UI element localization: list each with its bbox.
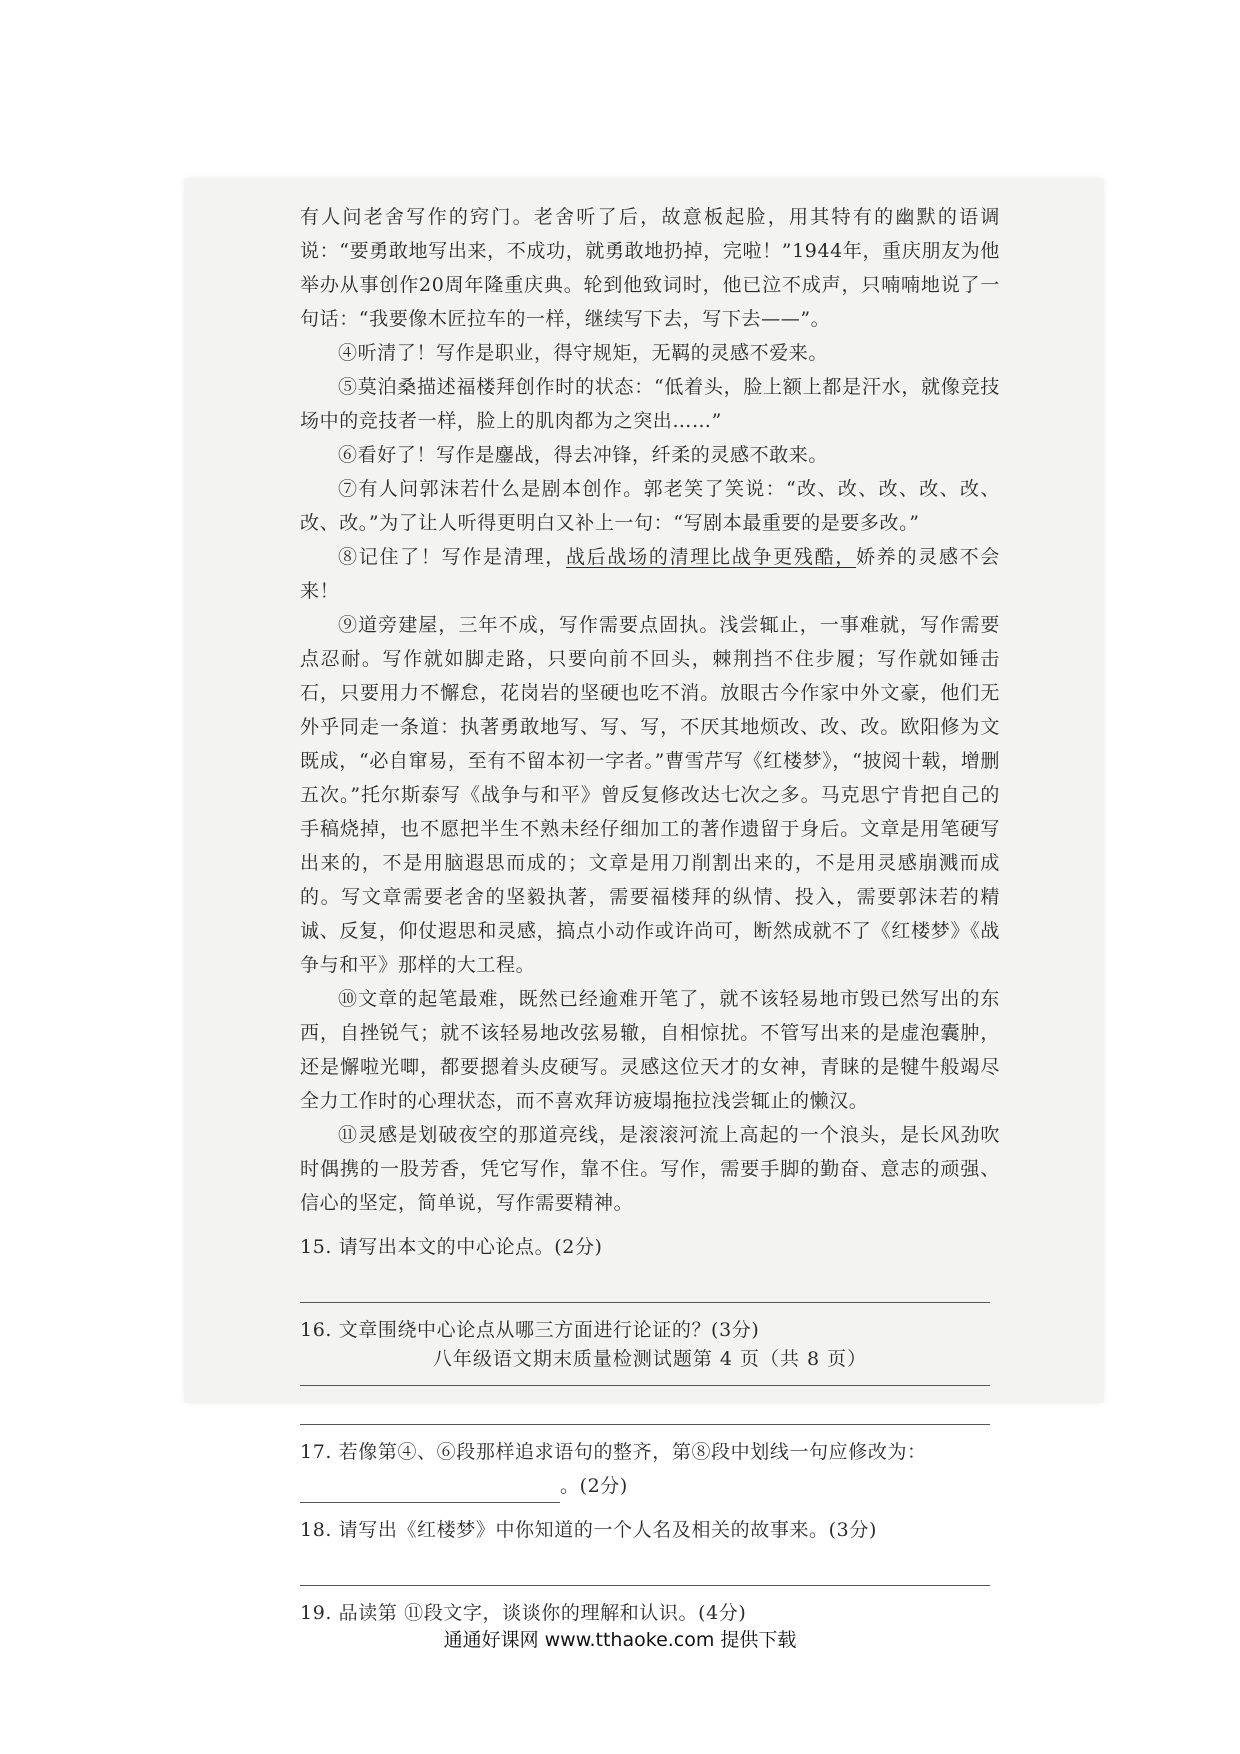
- question-19-text: 19. 品读第 ⑪段文字，谈谈你的理解和认识。(4分): [300, 1602, 747, 1624]
- paragraph-8-start: ⑧记住了！写作是清理，: [338, 546, 566, 568]
- question-17-text: 17. 若像第④、⑥段那样追求语句的整齐，第⑧段中划线一句应修改为：: [300, 1441, 927, 1463]
- paragraph-8-end: 娇养的灵感不会来！: [300, 546, 1000, 602]
- answer-line-18[interactable]: [300, 1547, 990, 1586]
- question-16-text: 16. 文章围绕中心论点从哪三方面进行论证的？(3分): [300, 1319, 760, 1341]
- download-watermark: 通通好课网 www.tthaoke.com 提供下载: [443, 1629, 797, 1651]
- paragraph-11: ⑪灵感是划破夜空的那道亮线，是滚滚河流上高起的一个浪头，是长风劲吹时偶携的一股芳香，凭它写作，靠不住。写作，需要手脚的勤奋、意志的顽强、信心的坚定，简单说，写作需要精神。: [300, 1124, 1000, 1214]
- question-17-answer: [300, 1469, 1000, 1503]
- paragraph-7: ⑦有人问郭沫若什么是剧本创作。郭老笑了笑说：“改、改、改、改、改、改、改。”为了让人听得更明白又补上一句：“写剧本最重要的是要多改。”: [300, 478, 1000, 534]
- question-17-score: 。(2分): [560, 1475, 628, 1497]
- answer-line-16b[interactable]: [300, 1386, 990, 1425]
- answer-line-15[interactable]: [300, 1264, 990, 1303]
- question-18-text: 18. 请写出《红楼梦》中你知道的一个人名及相关的故事来。(3分): [300, 1519, 877, 1541]
- underlined-sentence: 战后战场的清理比战争更残酷，: [565, 546, 857, 568]
- paragraph-intro: 有人问老舍写作的窍门。老舍听了后，故意板起脸，用其特有的幽默的语调说：“要勇敢地写出来，不成功，就勇敢地扔掉，完啦！”1944年，重庆朋友为他举办从事创作20周年隆重庆典。轮到他致词时，他已泣不成声，只喃喃地说了一句话：“我要像木匠拉车的一样，继续写下去，写下去——”。: [300, 206, 1000, 330]
- question-17: [300, 1435, 1000, 1503]
- question-18: [300, 1513, 1000, 1586]
- paragraph-10: ⑩文章的起笔最难，既然已经逾难开笔了，就不该轻易地市毁已然写出的东西，自挫锐气；就不该轻易地改弦易辙，自相惊扰。不管写出来的是虚泡囊肿，还是懈啦光唧，都要摁着头皮硬写。灵感这位天才的女神，青睐的是犍牛般竭尽全力工作时的心理状态，而不喜欢拜访疲塌拖拉浅尝辄止的懒汉。: [300, 988, 1000, 1112]
- exam-content: [300, 200, 1000, 1630]
- paragraph-9: ⑨道旁建屋，三年不成，写作需要点固执。浅尝辄止，一事难就，写作需要点忍耐。写作就如脚走路，只要向前不回头，棘荆挡不住步履；写作就如锤击石，只要用力不懈怠，花岗岩的坚硬也吃不消。放眼古今作家中外文豪，他们无外乎同走一条道：执著勇敢地写、写、写，不厌其地烦改、改、改。欧阳修为文既成，“必自窜易，至有不留本初一字者。”曹雪芹写《红楼梦》，“披阅十载，增删五次。”托尔斯泰写《战争与和平》曾反复修改达七次之多。马克思宁肯把自己的手稿烧掉，也不愿把半生不熟未经仔细加工的著作遗留于身后。文章是用笔硬写出来的，不是用脑遐思而成的；文章是用刀削割出来的，不是用灵感崩溅而成的。写文章需要老舍的坚毅执著，需要福楼拜的纵情、投入，需要郭沫若的精诚、反复，仰仗遐思和灵感，搞点小动作或许尚可，断然成就不了《红楼梦》《战争与和平》那样的大工程。: [300, 614, 1000, 976]
- question-15-text: 15. 请写出本文的中心论点。(2分): [300, 1236, 603, 1258]
- answer-blank-17[interactable]: [300, 1478, 560, 1503]
- paragraph-4: ④听清了！写作是职业，得守规矩，无羁的灵感不爱来。: [338, 342, 829, 364]
- question-15: [300, 1230, 1000, 1303]
- paragraph-5: ⑤莫泊桑描述福楼拜创作时的状态：“低着头，脸上额上都是汗水，就像竞技场中的竞技者一样，脸上的肌肉都为之突出……”: [300, 376, 1000, 432]
- paragraph-6: ⑥看好了！写作是鏖战，得去冲锋，纤柔的灵感不敢来。: [338, 444, 829, 466]
- paragraph-8: [300, 540, 1000, 608]
- page-footer: 八年级语文期末质量检测试题第 4 页（共 8 页）: [432, 1348, 868, 1370]
